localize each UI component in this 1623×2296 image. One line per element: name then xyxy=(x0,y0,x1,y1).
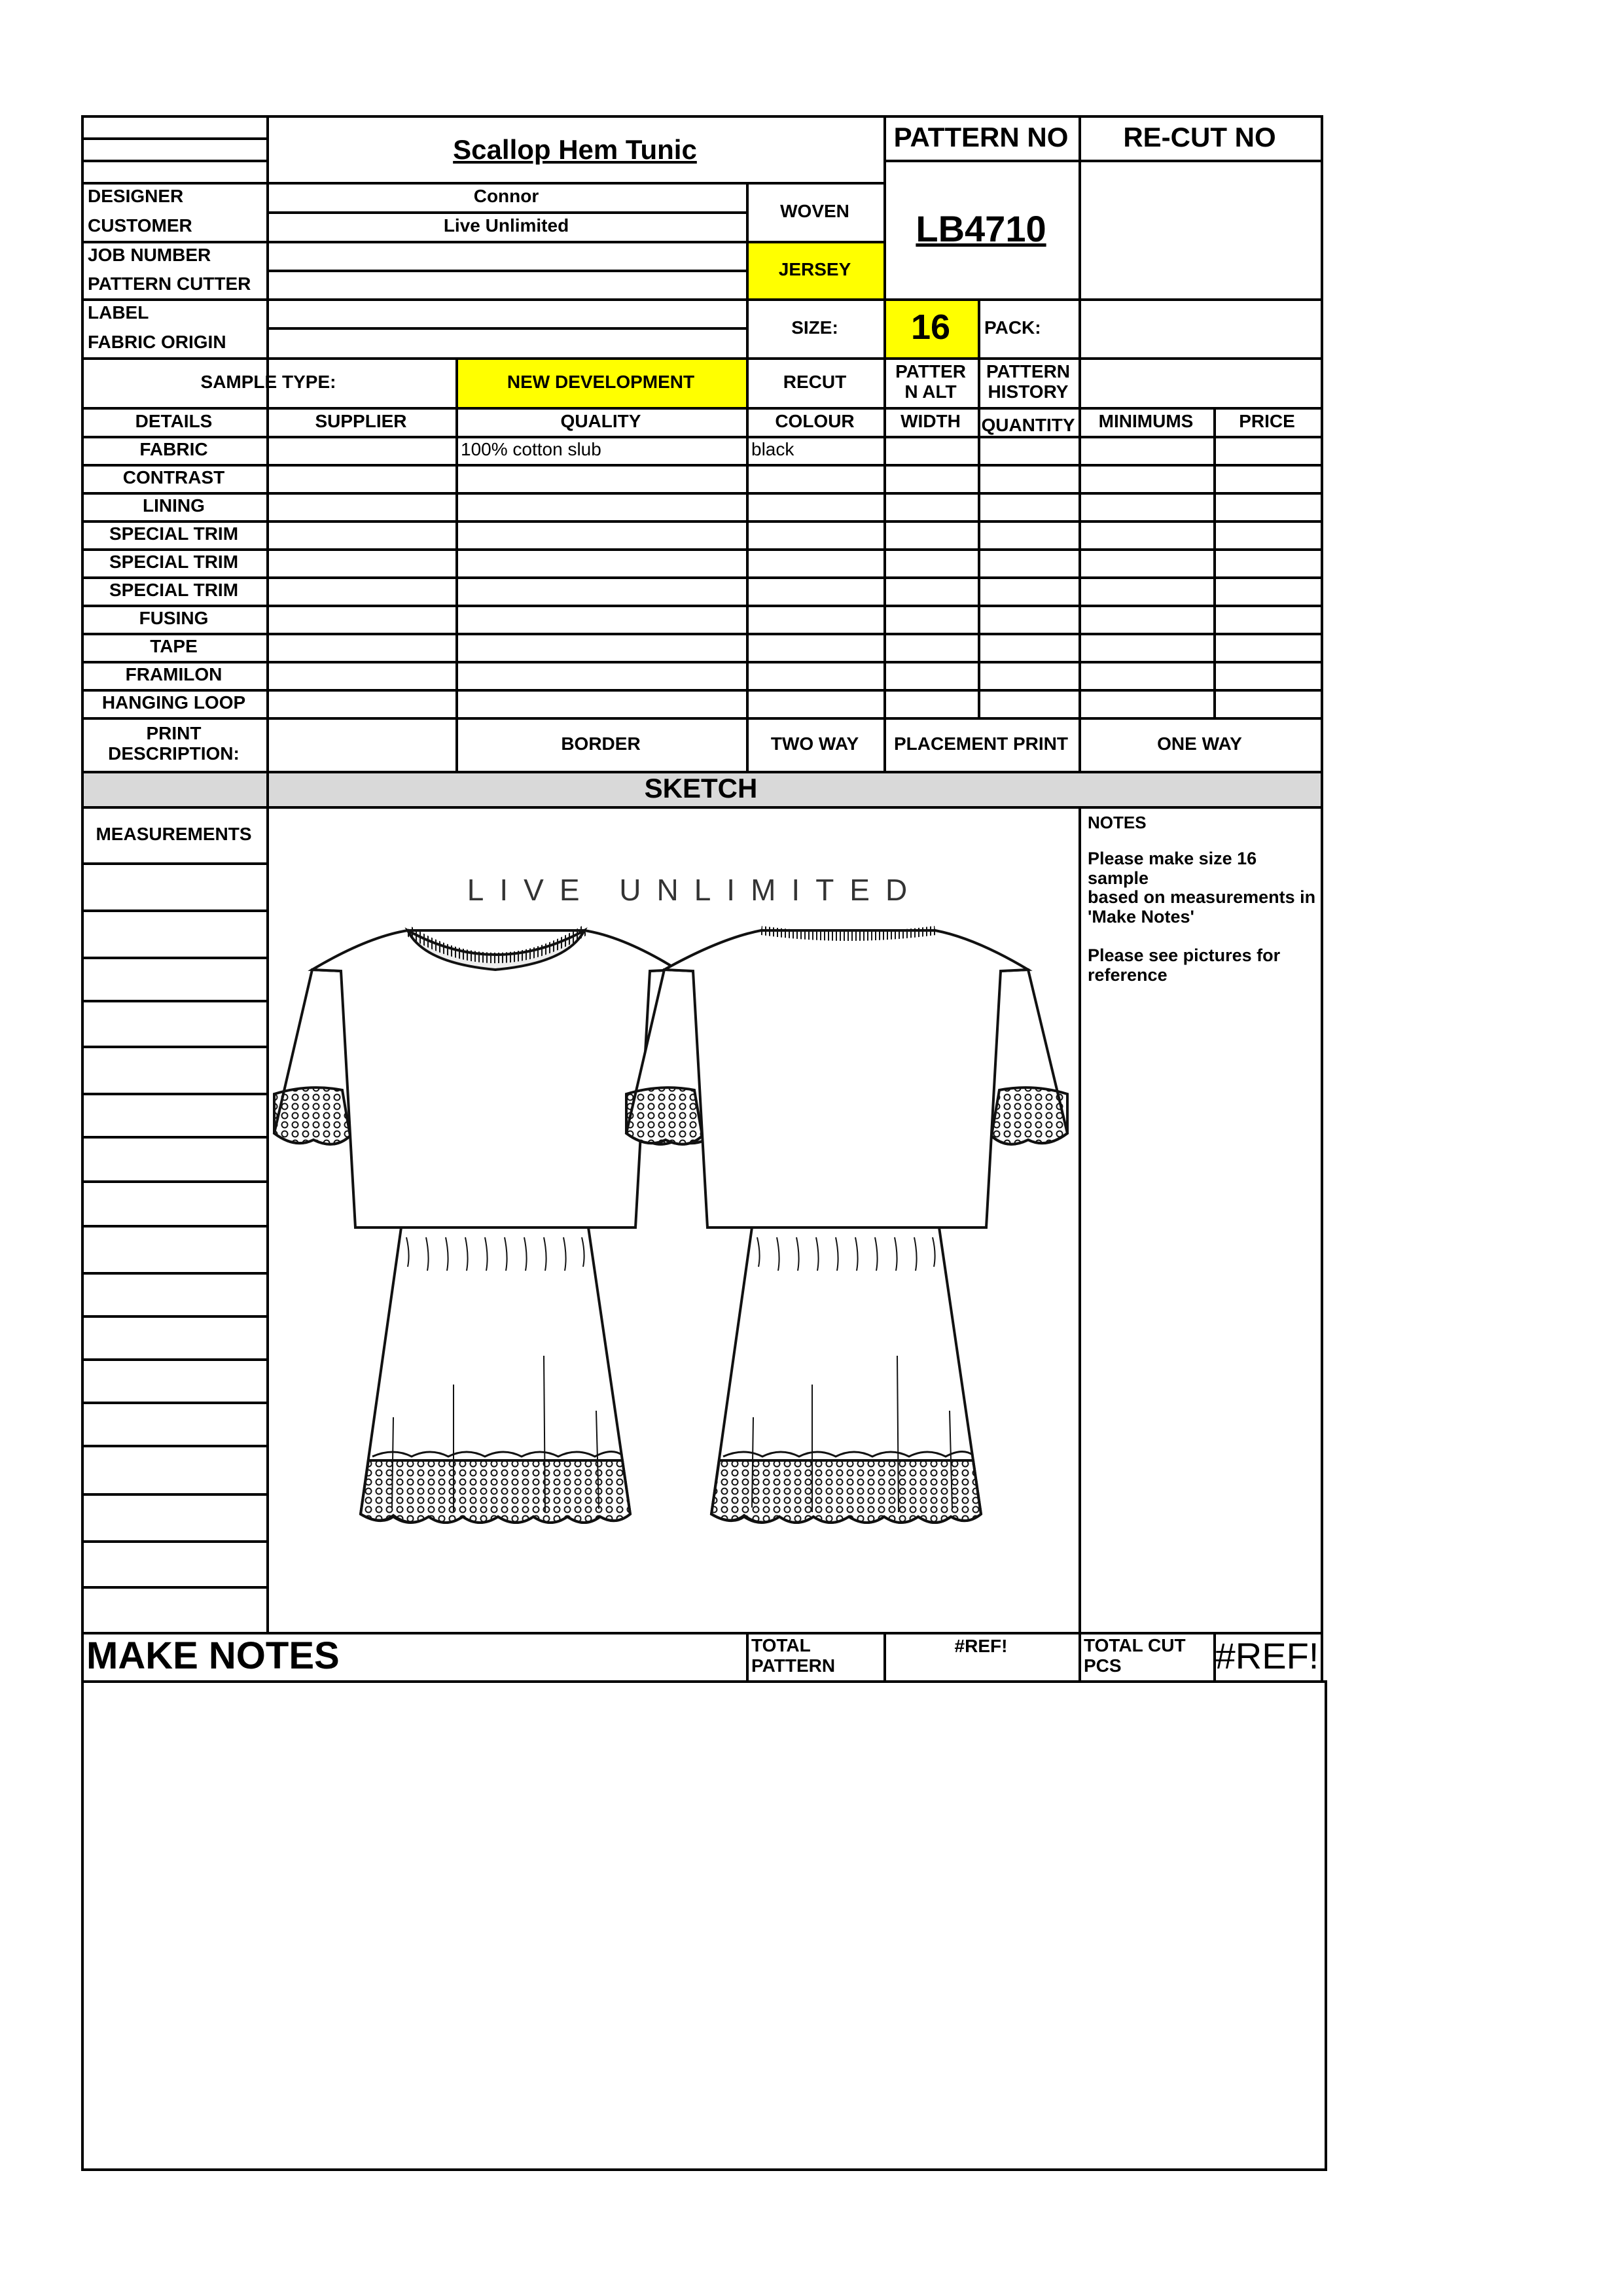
pattern-cutter-label: PATTERN CUTTER xyxy=(88,273,251,294)
label-label: LABEL xyxy=(88,302,149,323)
notes-box[interactable] xyxy=(1079,806,1321,1632)
row-label-contrast: CONTRAST xyxy=(122,467,225,488)
total-cut-label: TOTAL CUT PCS xyxy=(1084,1635,1186,1676)
header-quantity: QUANTITY xyxy=(981,414,1075,435)
one-way-option[interactable]: ONE WAY xyxy=(1157,733,1242,754)
pack-value[interactable] xyxy=(1081,301,1319,356)
pattern-history-value[interactable] xyxy=(1081,360,1319,406)
fabric-colour[interactable]: black xyxy=(751,439,794,460)
customer-value[interactable]: Live Unlimited xyxy=(443,215,569,236)
row-label-fabric: FABRIC xyxy=(139,439,208,460)
pattern-alt-label: PATTER N ALT xyxy=(895,361,966,402)
row-label-special-trim-1: SPECIAL TRIM xyxy=(109,523,239,544)
header-width: WIDTH xyxy=(901,410,961,431)
recut-no-value[interactable] xyxy=(1081,162,1319,297)
back-dress-sketch xyxy=(626,930,1067,1523)
notes-body: Please make size 16 sample based on measurements in 'Make Notes' Please see pictures for reference xyxy=(1088,849,1316,985)
row-label-framilon: FRAMILON xyxy=(125,664,223,685)
row-label-fusing: FUSING xyxy=(139,608,209,629)
print-description-value[interactable] xyxy=(269,720,455,769)
new-development-option[interactable]: NEW DEVELOPMENT xyxy=(507,371,695,392)
row-label-lining: LINING xyxy=(143,495,205,516)
fabric-origin-label: FABRIC ORIGIN xyxy=(88,331,226,352)
make-notes-title: MAKE NOTES xyxy=(86,1634,340,1678)
row-label-special-trim-3: SPECIAL TRIM xyxy=(109,580,239,601)
header-supplier: SUPPLIER xyxy=(315,410,407,431)
fabric-origin-value[interactable] xyxy=(266,327,746,357)
border-option[interactable]: BORDER xyxy=(561,733,641,754)
customer-label: CUSTOMER xyxy=(88,215,192,236)
size-value[interactable]: 16 xyxy=(910,308,951,347)
designer-value[interactable]: Connor xyxy=(473,186,539,207)
recut-option[interactable]: RECUT xyxy=(783,371,847,392)
woven-option[interactable]: WOVEN xyxy=(780,200,849,221)
measurements-label: MEASUREMENTS xyxy=(96,823,252,844)
pattern-history-label: PATTERN HISTORY xyxy=(986,361,1071,402)
total-cut-value: #REF! xyxy=(1215,1635,1319,1677)
pattern-cutter-value[interactable] xyxy=(266,270,746,298)
header-minimums: MINIMUMS xyxy=(1098,410,1194,431)
print-description-label: PRINT DESCRIPTION: xyxy=(108,723,240,764)
job-number-value[interactable] xyxy=(266,241,746,270)
fabric-quality[interactable]: 100% cotton slub xyxy=(461,439,601,460)
sketch-area xyxy=(269,809,1079,1632)
sample-type-label: SAMPLE TYPE: xyxy=(200,371,336,392)
placement-print-option[interactable]: PLACEMENT PRINT xyxy=(894,733,1068,754)
pattern-no-label: PATTERN NO xyxy=(893,121,1069,152)
brand-text: LIVE UNLIMITED xyxy=(467,873,923,907)
recut-no-label: RE-CUT NO xyxy=(1123,121,1276,152)
sketch-title: SKETCH xyxy=(644,772,758,804)
header-price: PRICE xyxy=(1239,410,1295,431)
label-value[interactable] xyxy=(266,298,746,327)
row-label-special-trim-2: SPECIAL TRIM xyxy=(109,552,239,573)
notes-title: NOTES xyxy=(1088,813,1147,832)
header-colour: COLOUR xyxy=(775,410,855,431)
dress-sketch xyxy=(269,809,1079,1632)
header-quality: QUALITY xyxy=(560,410,641,431)
header-details: DETAILS xyxy=(135,410,213,431)
document-title: Scallop Hem Tunic xyxy=(453,133,697,165)
row-label-tape: TAPE xyxy=(150,636,198,657)
row-label-hanging-loop: HANGING LOOP xyxy=(101,692,246,713)
pattern-no-value: LB4710 xyxy=(916,208,1046,250)
size-label: SIZE: xyxy=(791,317,838,338)
job-number-label: JOB NUMBER xyxy=(88,244,211,265)
two-way-option[interactable]: TWO WAY xyxy=(770,733,859,754)
total-pattern-label: TOTAL PATTERN xyxy=(751,1635,836,1676)
jersey-option[interactable]: JERSEY xyxy=(778,258,851,279)
total-pattern-value: #REF! xyxy=(954,1636,1008,1656)
make-notes-box[interactable] xyxy=(84,1683,1325,2168)
pack-label: PACK: xyxy=(984,317,1041,338)
designer-label: DESIGNER xyxy=(88,186,184,207)
front-dress-sketch xyxy=(274,930,717,1523)
